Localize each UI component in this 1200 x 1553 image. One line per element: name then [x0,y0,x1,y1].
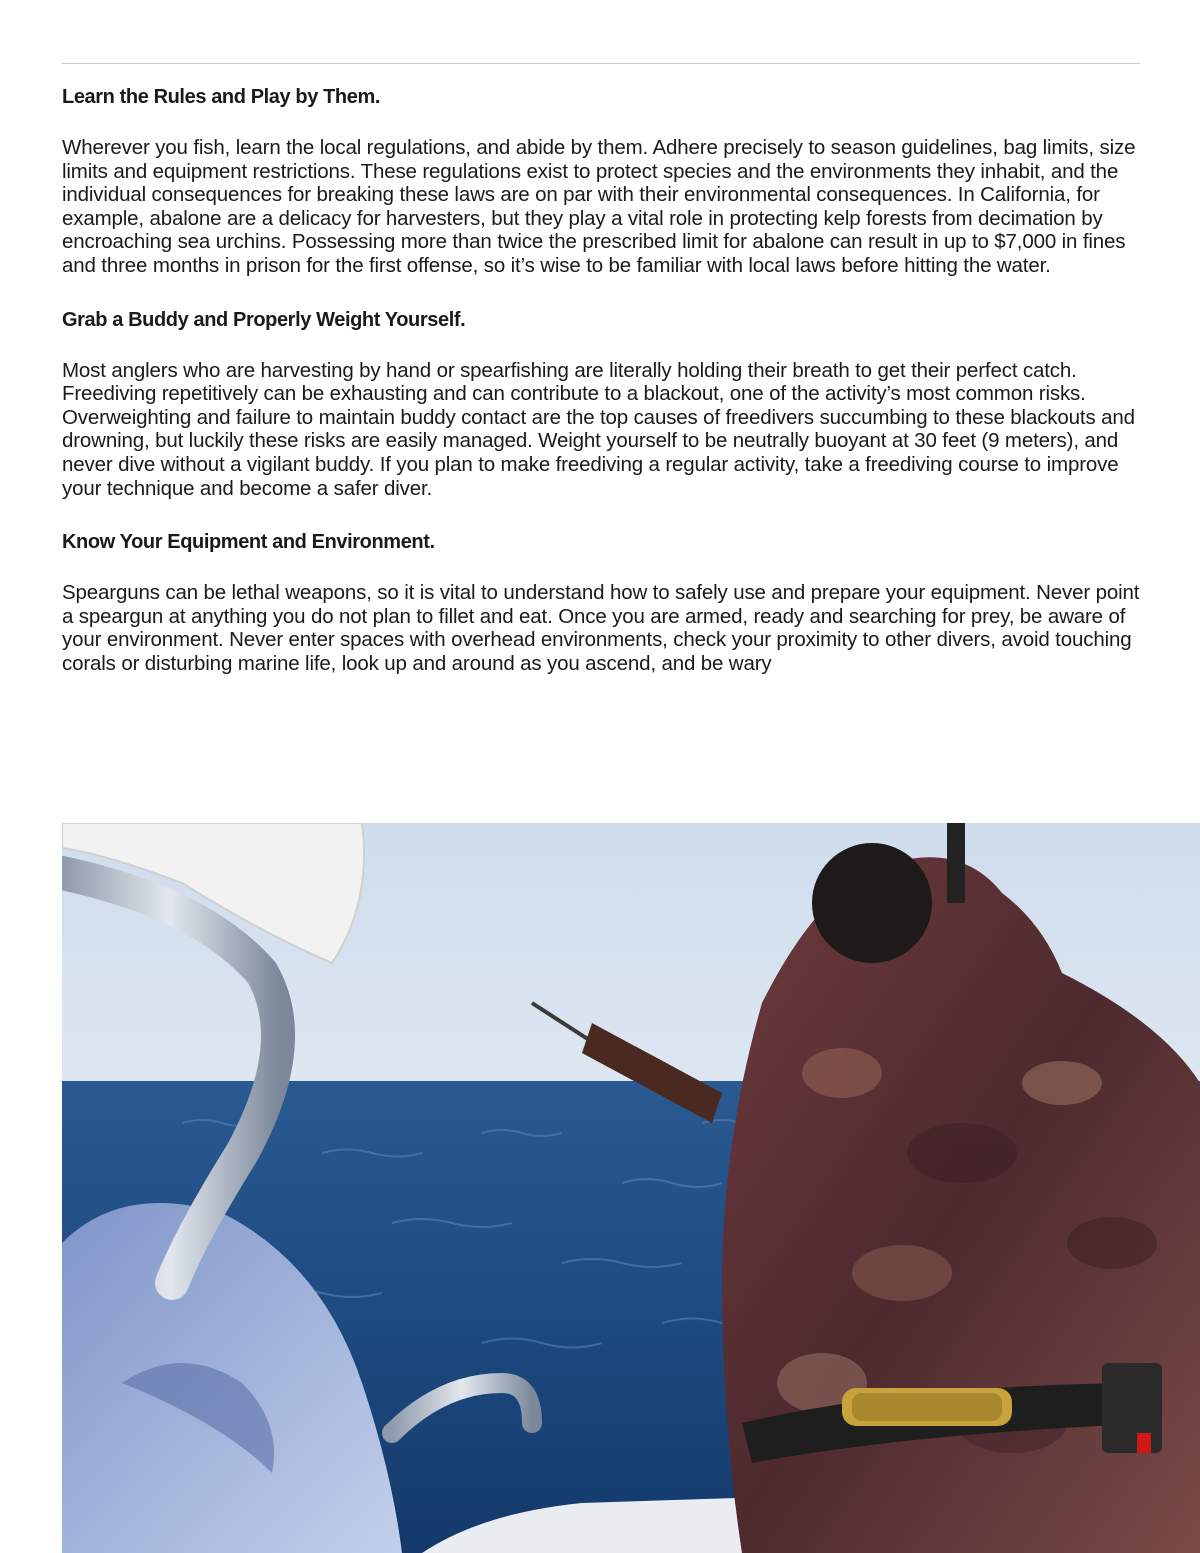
article-body [62,84,1140,676]
section-body-rules: Wherever you fish, learn the local regulations, and abide by them. Adhere precisely to season guidelines, bag limits, size limits and equipment restrictions. These regulations exist to protect species and the environments they inhabit, and the individual consequences for breaking these laws are on par with their environmental consequences. In California, for example, abalone are a delicacy for harvesters, but they play a vital role in protecting kelp forests from decimation by encroaching sea urchins. Possessing more than twice the prescribed limit for abalone can result in up to $7,000 in fines and three months in prison for the first offense, so it’s wise to be familiar with local laws before hitting the water. [62,136,1136,277]
section-body-equipment: Spearguns can be lethal weapons, so it is vital to understand how to safely use and prepare your equipment. Never point a speargun at anything you do not plan to fillet and eat. Once you are armed, ready and searching for prey, be aware of your environment. Never enter spaces with overhead environments, check your proximity to other divers, avoid touching corals or disturbing marine life, look up and around as you ascend, and be wary [62,581,1140,675]
spearfisher-photo [62,823,1200,1553]
section-heading-equipment: Know Your Equipment and Environment. [62,531,435,554]
section-heading-buddy: Grab a Buddy and Properly Weight Yourself. [62,308,466,331]
section-body-buddy: Most anglers who are harvesting by hand or spearfishing are literally holding their breath to get their perfect catch. Freediving repetitively can be exhausting and can contribute to a blackout, one of the activity’s most common risks. Overweighting and failure to maintain buddy contact are the top causes of freedivers succumbing to these blackouts and drowning, but luckily these risks are easily managed. Weight yourself to be neutrally buoyant at 30 feet (9 meters), and never dive without a vigilant buddy. If you plan to make freediving a regular activity, take a freediving course to improve your technique and become a safer diver. [62,358,1135,500]
section-heading-rules: Learn the Rules and Play by Them. [62,86,381,108]
top-divider [62,63,1140,64]
